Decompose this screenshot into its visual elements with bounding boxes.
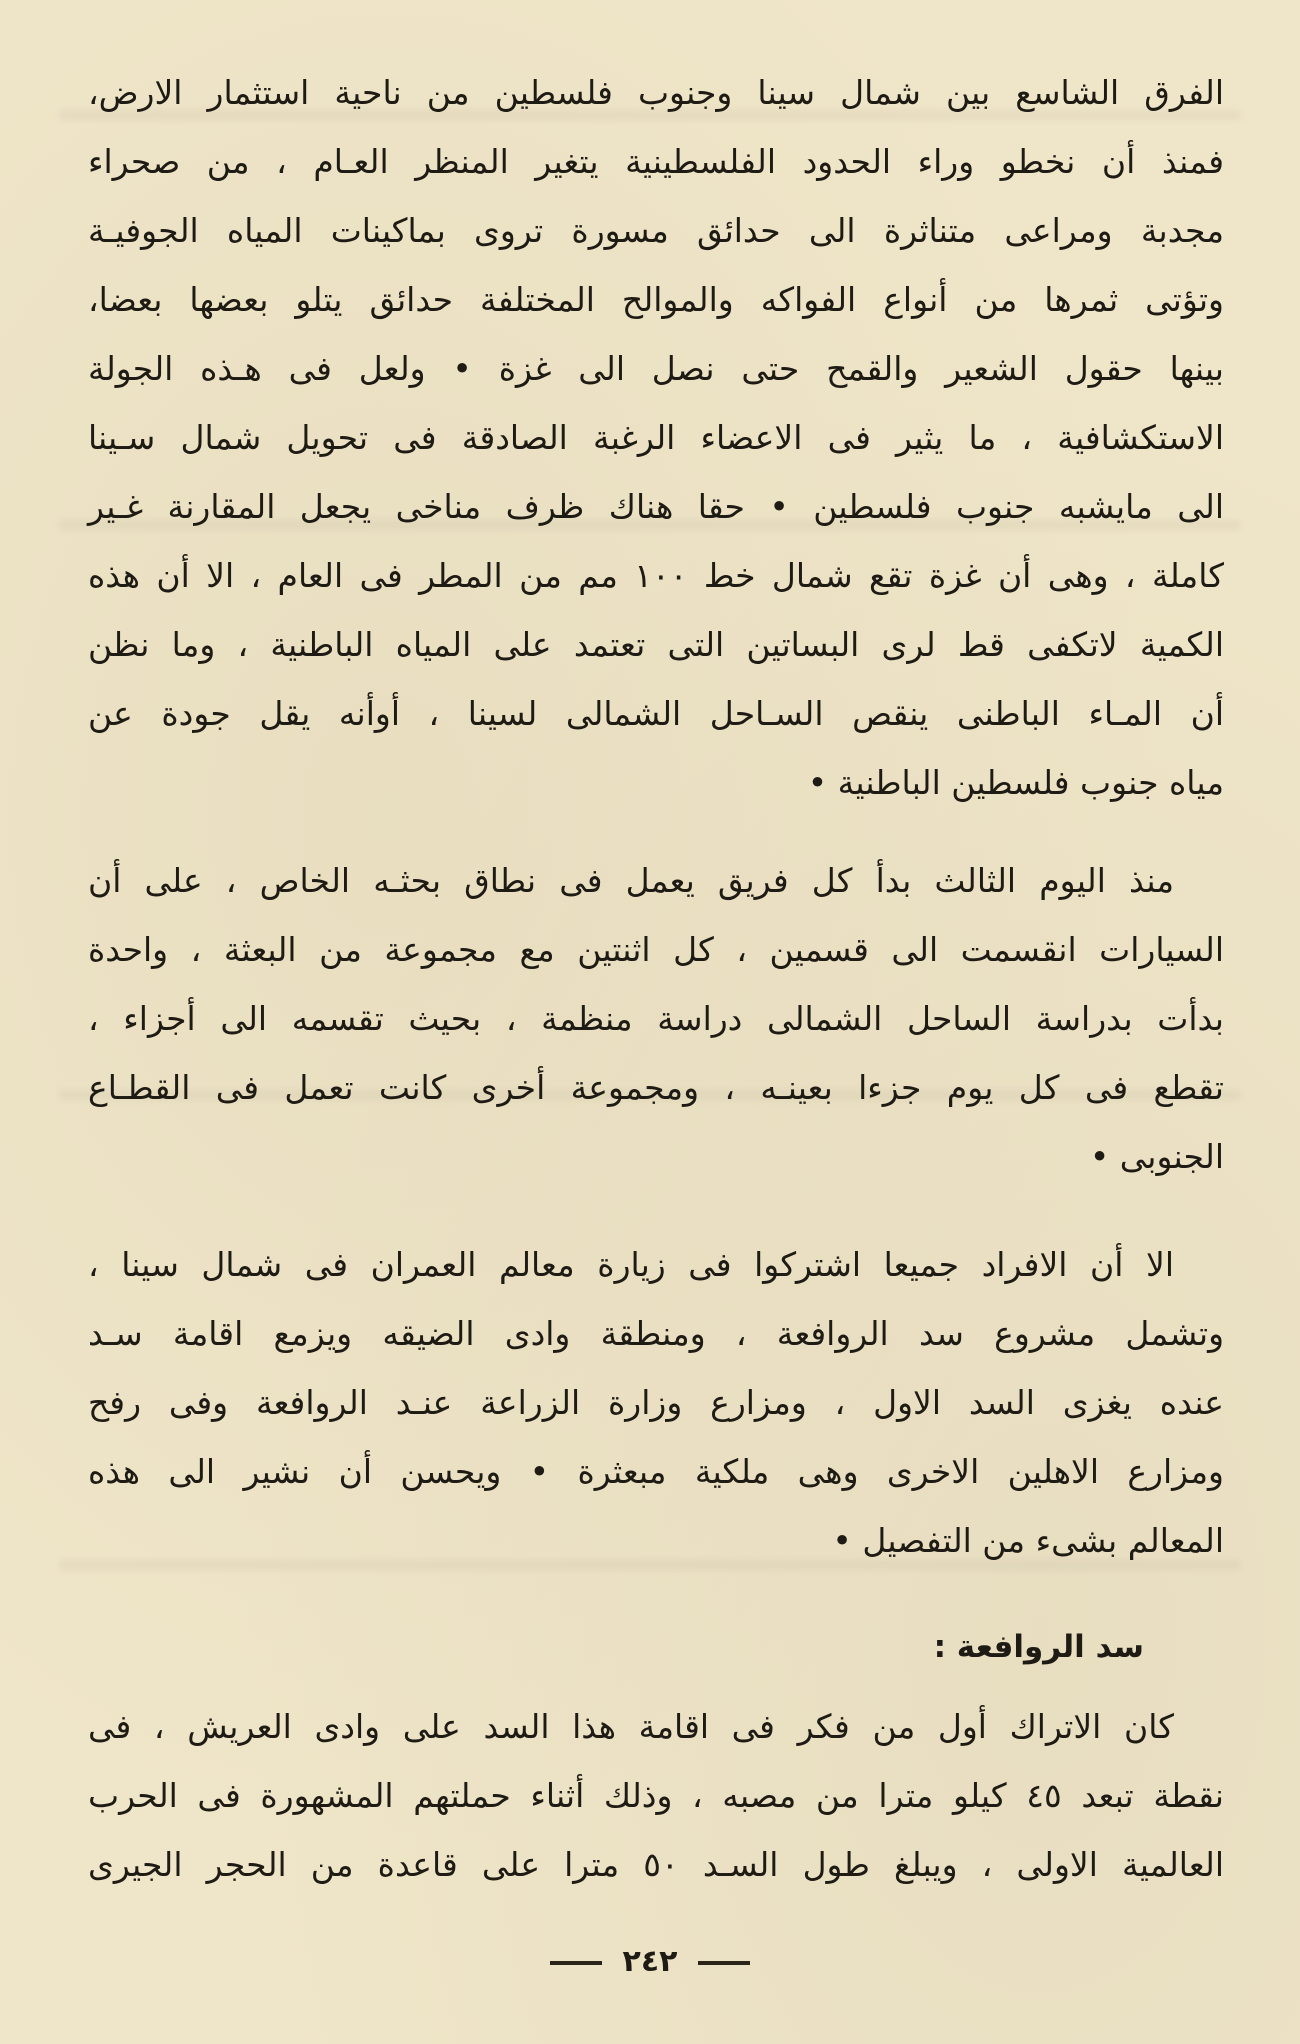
paragraph-3 <box>88 1230 1224 1575</box>
dash-ornament <box>550 1961 602 1965</box>
text-line: الا أن الافراد جميعا اشتركوا فى زيارة معالم العمران فى شمال سينا ، <box>88 1245 1174 1284</box>
text-line: الجنوبى • <box>1089 1137 1224 1176</box>
text-line: مجدبة ومراعى متناثرة الى حدائق مسورة تروى بماكينات المياه الجوفيـة <box>88 211 1224 250</box>
text-line: نقطة تبعد ٤٥ كيلو مترا من مصبه ، وذلك أثناء حملتهم المشهورة فى الحرب <box>88 1776 1224 1815</box>
paragraph-1 <box>88 58 1224 817</box>
text-line: بينها حقول الشعير والقمح حتى نصل الى غزة • ولعل فى هـذه الجولة <box>88 349 1224 388</box>
text-line: الاستكشافية ، ما يثير فى الاعضاء الرغبة الصادقة فى تحويل شمال سـينا <box>88 418 1224 457</box>
text-line: ومزارع الاهلين الاخرى وهى ملكية مبعثرة • ويحسن أن نشير الى هذه <box>88 1452 1224 1491</box>
text-line: المعالم بشىء من التفصيل • <box>832 1521 1224 1560</box>
text-line: فمنذ أن نخطو وراء الحدود الفلسطينية يتغير المنظر العـام ، من صحراء <box>88 142 1224 181</box>
section-heading: سد الروافعة : <box>933 1629 1144 1665</box>
page-number: ٢٤٢ <box>622 1944 678 1979</box>
text-line: وتؤتى ثمرها من أنواع الفواكه والموالح المختلفة حدائق يتلو بعضها بعضا، <box>88 280 1224 319</box>
text-line: وتشمل مشروع سد الروافعة ، ومنطقة وادى الضيقه ويزمع اقامة سـد <box>88 1314 1224 1353</box>
text-line: كاملة ، وهى أن غزة تقع شمال خط ١٠٠ مم من المطر فى العام ، الا أن هذه <box>88 556 1224 595</box>
paragraph-4 <box>88 1692 1224 1899</box>
text-line: أن المـاء الباطنى ينقص السـاحل الشمالى لسينا ، أوأنه يقل جودة عن <box>88 694 1224 733</box>
text-line: العالمية الاولى ، ويبلغ طول السـد ٥٠ مترا على قاعدة من الحجر الجيرى <box>88 1845 1224 1884</box>
text-line: تقطع فى كل يوم جزءا بعينـه ، ومجموعة أخرى كانت تعمل فى القطـاع <box>88 1068 1224 1107</box>
text-line: بدأت بدراسة الساحل الشمالى دراسة منظمة ، بحيث تقسمه الى أجزاء ، <box>88 999 1224 1038</box>
text-line: عنده يغزى السد الاول ، ومزارع وزارة الزراعة عنـد الروافعة وفى رفح <box>88 1383 1224 1422</box>
text-line: منذ اليوم الثالث بدأ كل فريق يعمل فى نطاق بحثـه الخاص ، على أن <box>88 861 1174 900</box>
text-line: الى مايشبه جنوب فلسطين • حقا هناك ظرف مناخى يجعل المقارنة غـير <box>88 487 1224 526</box>
text-line: الكمية لاتكفى قط لرى البساتين التى تعتمد على المياه الباطنية ، وما نظن <box>88 625 1224 664</box>
dash-ornament <box>698 1961 750 1965</box>
text-line: السيارات انقسمت الى قسمين ، كل اثنتين مع مجموعة من البعثة ، واحدة <box>88 930 1224 969</box>
text-line: الفرق الشاسع بين شمال سينا وجنوب فلسطين من ناحية استثمار الارض، <box>88 73 1224 112</box>
paragraph-2 <box>88 846 1224 1191</box>
text-line: مياه جنوب فلسطين الباطنية • <box>807 763 1224 802</box>
text-line: كان الاتراك أول من فكر فى اقامة هذا السد على وادى العريش ، فى <box>88 1707 1174 1746</box>
page-number-footer <box>0 1944 1300 1979</box>
